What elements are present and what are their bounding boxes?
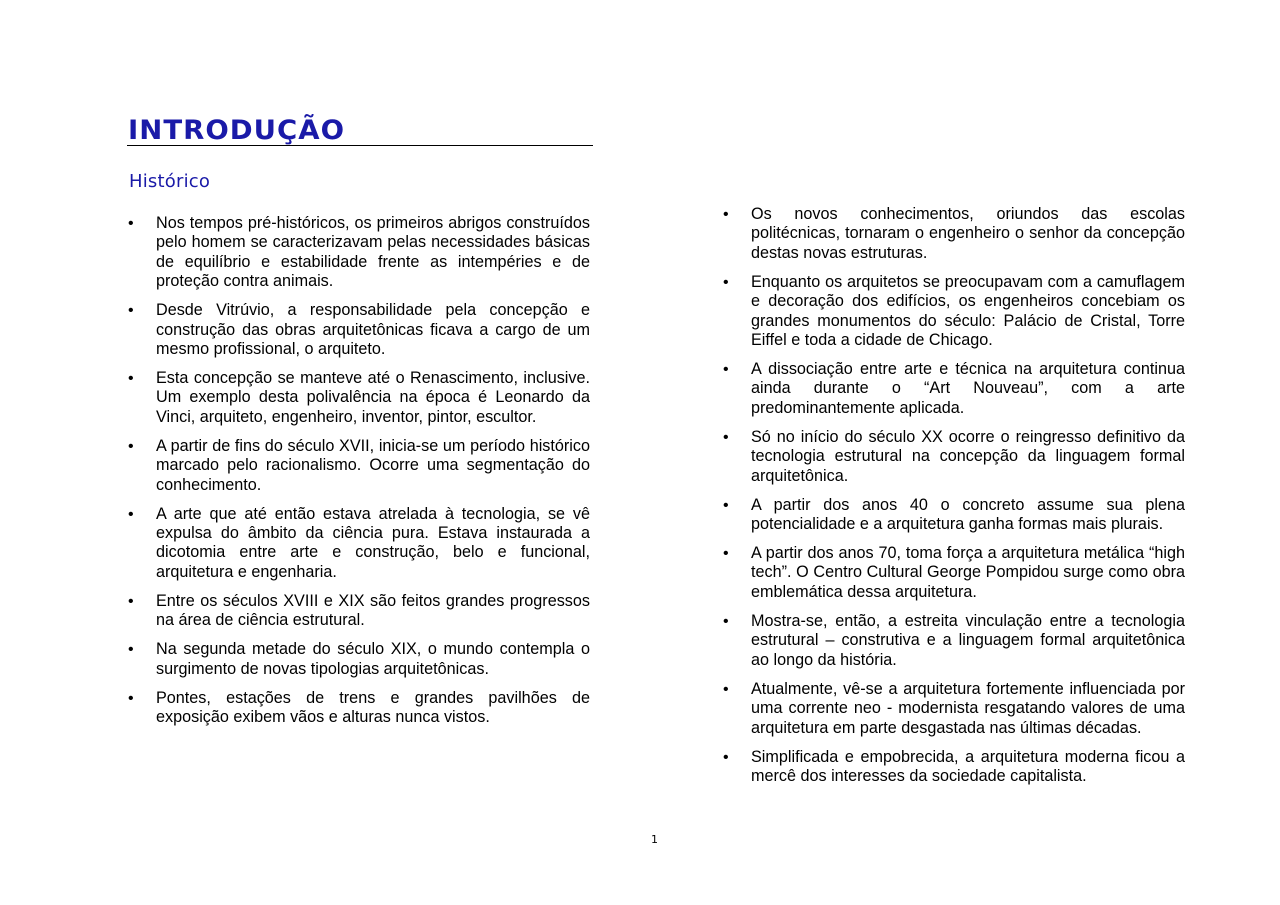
page-title: INTRODUÇÃO	[128, 115, 346, 146]
list-item-text: Esta concepção se manteve até o Renascimento, inclusive. Um exemplo desta polivalência na época é Leonardo da Vinci, arquiteto, engenheiro, inventor, pintor, escultor.	[156, 369, 590, 426]
list-item	[723, 360, 1185, 418]
list-item-text: A partir dos anos 70, toma força a arquitetura metálica “high tech”. O Centro Cultural George Pompidou surge como obra emblemática dessa arquitetura.	[751, 544, 1185, 601]
bullet-icon: •	[128, 302, 134, 320]
bullet-icon: •	[723, 748, 729, 766]
list-item	[128, 689, 590, 728]
bullet-icon: •	[723, 428, 729, 446]
list-item	[128, 592, 590, 631]
bullet-icon: •	[723, 496, 729, 514]
bullet-icon: •	[723, 545, 729, 563]
bullet-icon: •	[128, 437, 134, 455]
list-item-text: Simplificada e empobrecida, a arquitetura moderna ficou a mercê dos interesses da sociedade capitalista.	[751, 747, 1185, 785]
list-item	[723, 273, 1185, 351]
list-item	[723, 748, 1185, 787]
bullet-icon: •	[723, 361, 729, 379]
list-item-text: A partir de fins do século XVII, inicia-se um período histórico marcado pelo racionalismo. Ocorre uma segmentação do conhecimento.	[156, 436, 590, 494]
list-item-text: A dissociação entre arte e técnica na arquitetura continua ainda durante o “Art Nouveau”, com a arte predominantemente aplicada.	[751, 360, 1185, 417]
list-item-text: Nos tempos pré-históricos, os primeiros abrigos construídos pelo homem se caracterizavam pelas necessidades básicas de equilíbrio e estabilidade frente as intempéries e de proteção contra animais.	[156, 214, 590, 291]
list-item	[723, 428, 1185, 486]
list-item	[723, 680, 1185, 738]
title-underline	[127, 145, 593, 146]
bullet-icon: •	[723, 680, 729, 698]
list-item	[128, 214, 590, 292]
bullet-icon: •	[723, 206, 729, 223]
list-item-text: Atualmente, vê-se a arquitetura fortemente influenciada por uma corrente neo - modernista resgatando valores de uma arquitetura em parte desgastada nas últimas décadas.	[751, 679, 1185, 737]
bullet-icon: •	[128, 641, 134, 659]
bullet-icon: •	[723, 273, 729, 291]
list-item-text: Só no início do século XX ocorre o reingresso definitivo da tecnologia estrutural na concepção da linguagem formal arquitetônica.	[751, 427, 1185, 485]
list-item	[128, 437, 590, 495]
list-item	[128, 369, 590, 427]
list-item	[128, 505, 590, 583]
list-item-text: A partir dos anos 40 o concreto assume sua plena potencialidade e a arquitetura ganha formas mais plurais.	[751, 495, 1185, 534]
list-item-text: A arte que até então estava atrelada à tecnologia, se vê expulsa do âmbito da ciência pura. Estava instaurada a dicotomia entre arte e construção, belo e funcional, arquitetura e engenharia.	[156, 504, 590, 581]
list-item-text: Enquanto os arquitetos se preocupavam com a camuflagem e decoração dos edifícios, os engenheiros concebiam os grandes monumentos do século: Palácio de Cristal, Torre Eiffel e toda a cidade de Chicago.	[751, 272, 1185, 350]
bullet-icon: •	[128, 370, 134, 388]
bullet-icon: •	[723, 612, 729, 630]
list-item-text: Entre os séculos XVIII e XIX são feitos grandes progressos na área de ciência estrutural.	[156, 591, 590, 630]
list-item	[723, 544, 1185, 602]
bullet-icon: •	[128, 689, 134, 707]
list-item-text: Desde Vitrúvio, a responsabilidade pela concepção e construção das obras arquitetônicas ficava a cargo de um mesmo profissional, o arquiteto.	[156, 301, 590, 359]
list-item-text: Na segunda metade do século XIX, o mundo contempla o surgimento de novas tipologias arquitetônicas.	[156, 640, 590, 678]
right-bullet-list	[723, 205, 1185, 796]
page-number: 1	[651, 833, 658, 846]
list-item	[723, 205, 1185, 263]
bullet-icon: •	[128, 505, 134, 523]
list-item	[128, 301, 590, 359]
bullet-icon: •	[128, 592, 134, 610]
list-item-text: Pontes, estações de trens e grandes pavilhões de exposição exibem vãos e alturas nunca vistos.	[156, 688, 590, 727]
list-item	[723, 496, 1185, 535]
list-item	[128, 640, 590, 679]
list-item-text: Os novos conhecimentos, oriundos das escolas politécnicas, tornaram o engenheiro o senhor da concepção destas novas estruturas.	[751, 205, 1185, 262]
list-item-text: Mostra-se, então, a estreita vinculação entre a tecnologia estrutural – construtiva e a linguagem formal arquitetônica ao longo da história.	[751, 611, 1185, 669]
list-item	[723, 612, 1185, 670]
bullet-icon: •	[128, 215, 134, 232]
left-bullet-list	[128, 214, 590, 737]
section-subtitle: Histórico	[129, 171, 211, 192]
